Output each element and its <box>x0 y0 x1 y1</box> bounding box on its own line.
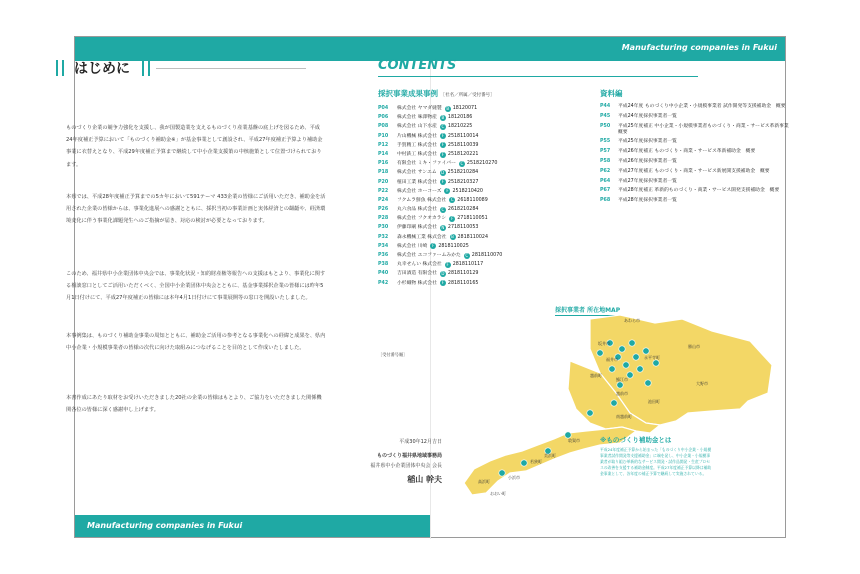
case-category-badge: B <box>451 234 454 240</box>
map-pin <box>587 410 593 416</box>
map-pin <box>623 362 629 368</box>
city-label: 南越前町 <box>616 414 632 419</box>
case-page: P32 <box>378 234 389 240</box>
ref-item <box>600 179 790 185</box>
case-row <box>378 242 528 251</box>
intro-paragraph-1: ものづくり企業の競争力強化を支援し、我が国製造業を支えるものづくり産業基盤の底上げを図るため、平成24年度補正予算において「ものづくり補助金※」が基金事業として創設され、平成27年度補正予算より補助金事業に衣替えとなり、平成29年度補正予算まで継続して中小企業支援策の中核施策として位置づけられております。 <box>66 125 323 168</box>
case-company: 株式会社 サンエム <box>397 170 437 176</box>
case-number: 2518120221 <box>447 151 479 157</box>
case-page: P38 <box>378 262 389 268</box>
case-row <box>378 233 528 242</box>
cases-note: ［受付番号順］ <box>378 352 408 357</box>
case-page: P30 <box>378 225 389 231</box>
ref-item <box>600 114 790 120</box>
case-row <box>378 251 528 260</box>
intro-title-text: はじめに <box>74 61 130 77</box>
ref-item <box>600 159 790 165</box>
ref-text: 平成26年度補正 ものづくり・商業・サービス革新補助金 概要 <box>618 149 756 155</box>
bottom-band-text: Manufacturing companies in Fukui <box>87 521 243 530</box>
case-row <box>378 159 528 168</box>
map-pin <box>597 350 603 356</box>
case-number: 2618210284 <box>447 207 479 213</box>
case-number: 18210225 <box>447 124 473 130</box>
contents-title: CONTENTS <box>378 58 457 73</box>
case-company: 片山機械 株式会社 <box>397 133 437 139</box>
case-company: 株式会社 味澤物産 <box>397 115 437 121</box>
map-title: 採択事業者 所在地MAP <box>555 307 621 314</box>
case-row <box>378 196 528 205</box>
intro-paragraph-2: 本県では、平成28年度補正予算までの5カ年において591テーマ 433企業の皆様にご活用いただき、補助金を活用された企業の皆様からは、事業化進展への感謝とともに、採択当初の事業計画と実体経済との齟齬や、経済環境変化に伴う事業化課題発生へのご指摘が届き、対応の検討が必要となっております。 <box>66 194 326 225</box>
case-number: 2818110129 <box>447 271 479 277</box>
case-row <box>378 122 528 131</box>
case-category-badge: N <box>441 225 445 231</box>
case-category-badge: C <box>441 123 445 129</box>
title-rule <box>156 68 306 69</box>
cases-heading-text: 採択事業成果事例 <box>378 89 438 98</box>
city-label: 高浜町 <box>478 479 490 484</box>
ref-list <box>600 104 794 208</box>
map-pin <box>611 400 617 406</box>
case-number: 2818110024 <box>457 234 489 240</box>
case-row <box>378 168 528 177</box>
ref-text: 平成25年度採択事業者一覧 <box>618 139 677 145</box>
case-category-badge: C <box>441 206 445 212</box>
map-pin <box>645 380 651 386</box>
city-label: 若狭町 <box>530 459 542 464</box>
case-category-badge: F <box>432 243 435 249</box>
case-page: P34 <box>378 243 389 249</box>
case-number: 2518210270 <box>466 161 498 167</box>
intro-paragraph-5: 本書作成にあたり取材をお受けいただきました20社の企業の皆様はもとより、ご協力をいただきました関係機関各位の皆様に深く感謝申し上げます。 <box>66 395 322 414</box>
case-company: 丸六食品 株式会社 <box>397 207 437 213</box>
case-row <box>378 150 528 159</box>
case-number: 2518110014 <box>447 133 479 139</box>
city-label: 池田町 <box>648 399 660 404</box>
case-row <box>378 178 528 187</box>
top-band-text: Manufacturing companies in Fukui <box>621 43 777 52</box>
map-pin <box>633 354 639 360</box>
case-page: P36 <box>378 253 389 258</box>
intro-paragraph-3: このため、福井県中小企業団体中央会では、事業化状況・知的財産権等報告への支援はもとより、事業化に関する相談窓口としてご活用いただくべく、全国中小企業団体中央会とともに、基金事業採択企業の皆様には昨年5月1日付けにて、平成27年度補正の皆様には本年4月1日付けにて事業展開等の窓口を開設いたしました。 <box>66 271 326 302</box>
title-bars-icon <box>56 60 64 76</box>
case-company: フクムラ鮮魚 株式会社 <box>397 197 447 203</box>
ref-item <box>600 188 790 194</box>
subsidy-text: 平成24年度補正予算から始まった「ものづくり中小企業・小規模事業者試作開発等支援補助金」に端を発し、中小企業・小規模事業者が取り組む革新的なサービス開発・試作品開発・生産プロセスの改善を支援する補助金制度。平成27年度補正予算以降は補助金事業として、各年度の補正予算で継続して実施されている。 <box>600 447 712 476</box>
case-company: 中村鉄工 株式会社 <box>397 151 437 157</box>
case-page: P16 <box>378 161 389 167</box>
ref-page: P62 <box>600 168 611 174</box>
case-company: 森永機械工業 株式会社 <box>397 234 447 240</box>
case-row <box>378 279 528 288</box>
case-category-badge: B <box>446 105 450 111</box>
case-row <box>378 104 528 113</box>
ref-text: 平成26年度採択事業者一覧 <box>618 158 677 164</box>
case-category-badge: F <box>441 133 445 139</box>
case-company: 吉田酒造 有限会社 <box>397 271 437 277</box>
case-page: P04 <box>378 106 389 111</box>
case-company: 株式会社 ホーコーズ <box>397 188 442 194</box>
city-label: 越前町 <box>590 373 602 378</box>
case-number: 2518110039 <box>447 142 479 148</box>
city-label: あわら市 <box>624 318 640 323</box>
ref-page: P44 <box>600 104 611 109</box>
case-page: P10 <box>378 133 389 139</box>
ref-text: 平成28年度補正 革新的ものづくり・商業・サービス開発支援補助金 概要 <box>618 188 780 194</box>
case-category-badge: C <box>450 197 454 203</box>
case-page: P14 <box>378 151 389 157</box>
cases-heading-note: ［社名／所属／受付番号］ <box>440 93 495 98</box>
ref-item <box>600 104 790 110</box>
ref-page: P64 <box>600 178 611 184</box>
case-page: P12 <box>378 142 389 148</box>
ref-text: 平成24年度 ものづくり中小企業・小規模事業者 試作開発等支援補助金 概要 <box>618 104 786 109</box>
case-company: 株式会社 川崎 <box>397 243 428 249</box>
case-page: P40 <box>378 271 389 277</box>
map-pin <box>619 346 625 352</box>
city-label: 永平寺町 <box>644 355 660 360</box>
case-page: P42 <box>378 280 389 286</box>
signoff-role: 福井県中小企業団体中央会 会長 <box>370 463 442 469</box>
ref-page: P67 <box>600 188 611 194</box>
case-company: 株式会社 エコファームみかた <box>397 253 461 258</box>
case-page: P06 <box>378 115 389 121</box>
ref-item <box>600 139 790 145</box>
ref-text: 平成27年度補正 ものづくり・商業・サービス新展開支援補助金 概要 <box>618 168 770 174</box>
city-label: 大野市 <box>696 381 708 386</box>
ref-text: 平成28年度採択事業者一覧 <box>618 198 677 204</box>
case-row <box>378 113 528 122</box>
case-page: P28 <box>378 216 389 222</box>
map-pin <box>521 460 527 466</box>
case-page: P22 <box>378 188 389 194</box>
city-label: 越前市 <box>616 391 628 396</box>
city-label: 敦賀市 <box>568 438 580 443</box>
ref-text: 平成25年度補正 中小企業・小規模事業者ものづくり・商業・サービス革新事業 概要 <box>618 123 794 135</box>
case-page: P08 <box>378 124 389 130</box>
signoff-name: 稲山 幹夫 <box>407 475 442 484</box>
ref-page: P57 <box>600 149 611 155</box>
case-company: 植田工業 株式会社 <box>397 179 437 185</box>
ref-item <box>600 198 790 204</box>
case-row <box>378 187 528 196</box>
subsidy-title: ※ものづくり補助金とは <box>600 436 672 444</box>
case-number: 2718110053 <box>447 225 479 231</box>
case-page: P26 <box>378 207 389 213</box>
case-list <box>378 104 528 288</box>
case-category-badge: F <box>441 142 445 148</box>
map-pin <box>643 348 649 354</box>
intro-paragraph-4: 本事例集は、ものづくり補助金事業の周知とともに、補助金ご活用の参考となる事業化への経緯と成果を、県内中小企業・小規模事業者の皆様の次代に向けた取組みにつなげることを目的として作成いたしました。 <box>66 333 326 352</box>
city-label: 小浜市 <box>508 475 520 480</box>
case-row <box>378 223 528 232</box>
ref-heading: 資料編 <box>600 89 623 98</box>
case-page: P18 <box>378 170 389 176</box>
case-category-badge: D <box>441 169 445 175</box>
ref-page: P55 <box>600 139 611 145</box>
case-category-badge: F <box>441 280 445 286</box>
contents-rule <box>378 76 698 77</box>
case-company: 手賀精工 株式会社 <box>397 142 437 148</box>
case-company: 小杉織物 株式会社 <box>397 280 437 286</box>
map-pin <box>499 470 505 476</box>
map-pin <box>609 366 615 372</box>
case-number: 2518210327 <box>447 179 479 185</box>
city-label: 鯖江市 <box>616 377 628 382</box>
case-row <box>378 260 528 269</box>
case-category-badge: C <box>460 160 464 166</box>
map-pin <box>653 360 659 366</box>
bottom-band <box>75 515 430 537</box>
ref-page: P58 <box>600 158 611 164</box>
case-company: 株式会社 フクオカラシ <box>397 216 447 222</box>
ref-page: P50 <box>600 123 611 129</box>
case-category-badge: F <box>441 179 445 185</box>
city-label: 美浜町 <box>544 453 556 458</box>
case-number: 2718110051 <box>457 216 488 222</box>
case-category-badge: B <box>441 114 445 120</box>
case-row <box>378 214 528 223</box>
case-page: P20 <box>378 179 389 185</box>
map-pin <box>629 340 635 346</box>
ref-text: 平成24年度採択事業者一覧 <box>618 113 677 119</box>
case-row <box>378 269 528 278</box>
ref-item <box>600 149 790 155</box>
case-category-badge: F <box>451 215 454 221</box>
case-row <box>378 205 528 214</box>
case-row <box>378 132 528 141</box>
case-number: 2818110070 <box>471 253 503 258</box>
ref-text: 平成27年度採択事業者一覧 <box>618 178 677 184</box>
city-label: 勝山市 <box>688 344 700 349</box>
case-number: 2818110117 <box>452 262 484 268</box>
signoff-date: 平成30年12月吉日 <box>399 439 442 445</box>
ref-item <box>600 123 794 136</box>
case-category-badge: D <box>441 270 445 276</box>
case-company: 伊藤印刷 株式会社 <box>397 225 437 231</box>
title-bars-icon <box>142 60 150 76</box>
case-category-badge: F <box>446 188 449 194</box>
case-number: 2618110089 <box>457 197 488 203</box>
case-number: 2818110165 <box>447 280 479 286</box>
case-company: 丸幸せんい 株式会社 <box>397 262 442 268</box>
city-label: おおい町 <box>490 491 506 496</box>
case-company: 株式会社 ヤマダ縫製 <box>397 106 442 111</box>
map-pin <box>637 366 643 372</box>
case-number: 18120071 <box>452 106 478 111</box>
case-category-badge: C <box>465 252 469 258</box>
intro-title <box>56 58 306 78</box>
case-category-badge: F <box>441 151 445 157</box>
case-number: 18120186 <box>447 115 473 121</box>
ref-page: P45 <box>600 113 611 119</box>
ref-item <box>600 169 790 175</box>
case-company: 有限会社 ミキ・ファイバー <box>397 161 456 167</box>
case-row <box>378 141 528 150</box>
cases-heading <box>378 88 495 99</box>
city-label: 坂井市 <box>598 341 610 346</box>
signoff-org: ものづくり福井県地域事務局 <box>376 453 442 459</box>
city-label: 福井市 <box>606 357 618 362</box>
case-page: P24 <box>378 197 389 203</box>
case-number: 2818110025 <box>438 243 469 249</box>
case-category-badge: F <box>446 261 449 267</box>
case-company: 株式会社 山下水産 <box>397 124 437 130</box>
map-pin <box>617 382 623 388</box>
case-number: 2518210420 <box>452 188 483 194</box>
fukui-map <box>450 313 780 508</box>
ref-page: P68 <box>600 198 611 204</box>
case-number: 2518210284 <box>447 170 479 176</box>
